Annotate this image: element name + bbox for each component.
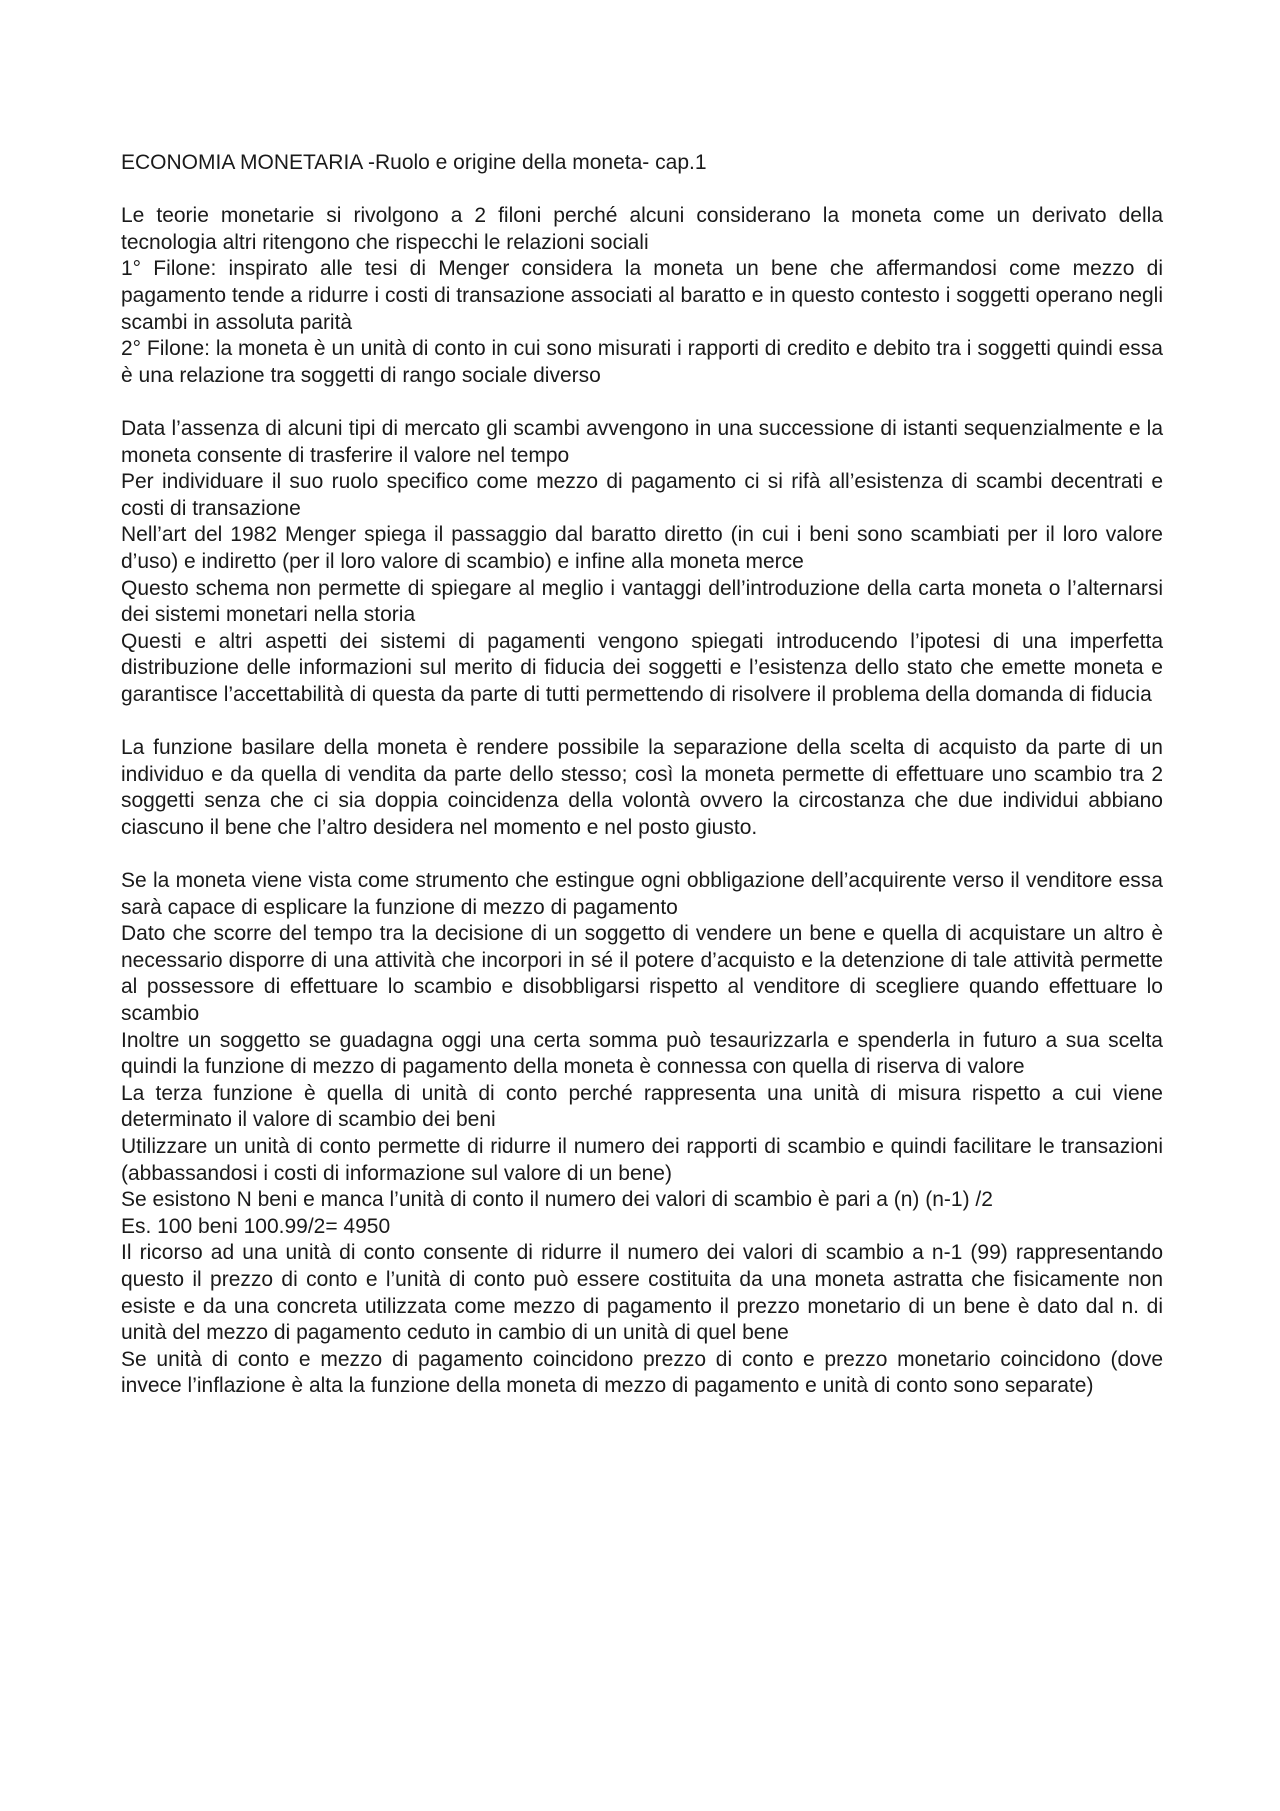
paragraph: Dato che scorre del tempo tra la decisione di un soggetto di vendere un bene e quella di acquistare un altro è necessario disporre di una attività che incorpori in sé il potere d’acquisto e la detenzione di tale attività permette al possessore di effettuare lo scambio e disobbligarsi rispetto al venditore di scegliere quando effettuare lo scambio	[121, 922, 1163, 1025]
paragraph: Es. 100 beni 100.99/2= 4950	[121, 1214, 391, 1238]
paragraph: La funzione basilare della moneta è rendere possibile la separazione della scelta di acquisto da parte di un individuo e da quella di vendita da parte dello stesso; così la moneta permette di effettuare uno scambio tra 2 soggetti senza che ci sia doppia coincidenza della volontà ovvero la circostanza che due individui abbiano ciascuno il bene che l’altro desidera nel momento e nel posto giusto.	[121, 736, 1163, 839]
paragraph: Per individuare il suo ruolo specifico come mezzo di pagamento ci si rifà all’esistenza di scambi decentrati e costi di transazione	[121, 470, 1163, 520]
paragraph: 2° Filone: la moneta è un unità di conto in cui sono misurati i rapporti di credito e debito tra i soggetti quindi essa è una relazione tra soggetti di rango sociale diverso	[121, 337, 1163, 387]
text-section	[121, 203, 1163, 389]
paragraph: Inoltre un soggetto se guadagna oggi una certa somma può tesaurizzarla e spenderla in futuro a sua scelta quindi la funzione di mezzo di pagamento della moneta è connessa con quella di riserva di valore	[121, 1028, 1163, 1079]
text-section	[121, 868, 1163, 1400]
text-section	[121, 735, 1163, 841]
paragraph: Il ricorso ad una unità di conto consente di ridurre il numero dei valori di scambio a n-1 (99) rappresentando questo il prezzo di conto e l’unità di conto può essere costituita da una moneta astratta che fisicamente non esiste e da una concreta utilizzata come mezzo di pagamento il prezzo monetario di un bene è dato dal n. di unità del mezzo di pagamento ceduto in cambio di un unità di quel bene	[121, 1241, 1163, 1345]
paragraph: 1° Filone: inspirato alle tesi di Menger considera la moneta un bene che affermandosi come mezzo di pagamento tende a ridurre i costi di transazione associati al baratto e in questo contesto i soggetti operano negli scambi in assoluta parità	[121, 257, 1163, 334]
paragraph: Le teorie monetarie si rivolgono a 2 filoni perché alcuni considerano la moneta come un derivato della tecnologia altri ritengono che rispecchi le relazioni sociali	[121, 204, 1163, 254]
paragraph: Questi e altri aspetti dei sistemi di pagamenti vengono spiegati introducendo l’ipotesi di una imperfetta distribuzione delle informazioni sul merito di fiducia dei soggetti e l’esistenza dello stato che emette moneta e garantisce l’accettabilità di questa da parte di tutti permettendo di risolvere il problema della domanda di fiducia	[121, 629, 1163, 706]
paragraph: Utilizzare un unità di conto permette di ridurre il numero dei rapporti di scambio e quindi facilitare le transazioni (abbassandosi i costi di informazione sul valore di un bene)	[121, 1134, 1163, 1185]
paragraph: La terza funzione è quella di unità di conto perché rappresenta una unità di misura rispetto a cui viene determinato il valore di scambio dei beni	[121, 1081, 1163, 1132]
paragraph: Se esistono N beni e manca l’unità di conto il numero dei valori di scambio è pari a (n) (n-1) /2	[121, 1188, 993, 1212]
paragraph: Data l’assenza di alcuni tipi di mercato gli scambi avvengono in una successione di istanti sequenzialmente e la moneta consente di trasferire il valore nel tempo	[121, 416, 1163, 467]
paragraph: Nell’art del 1982 Menger spiega il passaggio dal baratto diretto (in cui i beni sono scambiati per il loro valore d’uso) e indiretto (per il loro valore di scambio) e infine alla moneta merce	[121, 523, 1163, 573]
paragraph: Se unità di conto e mezzo di pagamento coincidono prezzo di conto e prezzo monetario coincidono (dove invece l’inflazione è alta la funzione della moneta di mezzo di pagamento e unità di conto sono separate)	[121, 1347, 1163, 1398]
document-page	[121, 150, 1163, 1400]
document-title: ECONOMIA MONETARIA -Ruolo e origine della moneta- cap.1	[121, 151, 707, 174]
paragraph: Questo schema non permette di spiegare al meglio i vantaggi dell’introduzione della carta moneta o l’alternarsi dei sistemi monetari nella storia	[121, 576, 1163, 627]
paragraph: Se la moneta viene vista come strumento che estingue ogni obbligazione dell’acquirente verso il venditore essa sarà capace di esplicare la funzione di mezzo di pagamento	[121, 869, 1163, 919]
document-body	[121, 203, 1163, 1400]
text-section	[121, 416, 1163, 709]
